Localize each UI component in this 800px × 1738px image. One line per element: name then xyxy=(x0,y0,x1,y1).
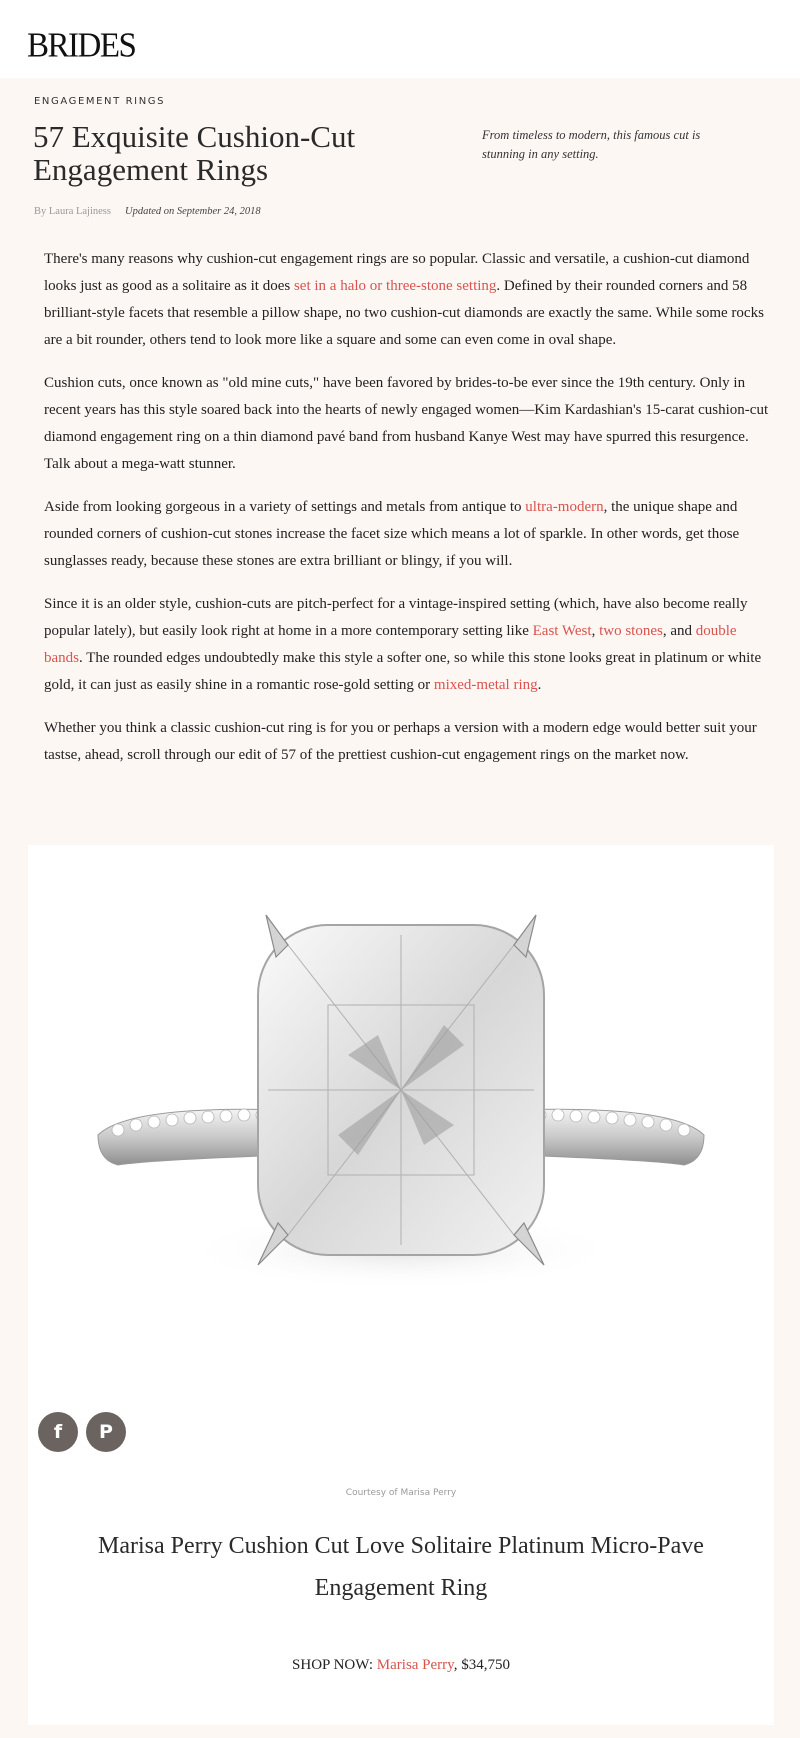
image-credit: Courtesy of Marisa Perry xyxy=(345,1488,457,1498)
article-dek: From timeless to modern, this famous cut is stunning in any setting. xyxy=(482,128,701,161)
east-west-link[interactable]: East West xyxy=(532,623,592,639)
shop-now-line: SHOP NOW: Marisa Perry, $34,750 xyxy=(292,1657,510,1673)
halo-three-stone-link[interactable]: set in a halo or three-stone setting xyxy=(293,278,497,294)
product-price: , $34,750 xyxy=(453,1657,510,1673)
pinterest-icon[interactable]: P xyxy=(86,1412,126,1452)
mixed-metal-ring-link[interactable]: mixed-metal ring xyxy=(433,677,538,693)
byline xyxy=(34,206,261,217)
two-stones-link[interactable]: two stones xyxy=(599,623,663,639)
paragraph-3: Aside from looking gorgeous in a variety of settings and metals from antique to ultra-modern, the unique shape and rounded corners of cushion-cut stones increase the facet size which means a lot of sparkle. In other words, get those sunglasses ready, because these stones are extra brilliant or blingy, if you will. xyxy=(44,499,740,569)
product-name: Marisa Perry Cushion Cut Love Solitaire Platinum Micro-Pave Engagement Ring xyxy=(98,1533,704,1601)
paragraph-1: There's many reasons why cushion-cut engagement rings are so popular. Classic and versatile, a cushion-cut diamond looks just as good as a solitaire as it does set in a halo or three-stone setting. Defined by their rounded corners and 58 brilliant-style facets that resemble a pillow shape, no two cushion-cut diamonds are exactly the same. While some rocks are a bit rounder, others tend to look more like a square and some can even come in oval shape. xyxy=(44,251,764,348)
shop-retailer-link[interactable]: Marisa Perry xyxy=(376,1657,454,1673)
updated-date: Updated on September 24, 2018 xyxy=(124,206,261,217)
facebook-icon[interactable]: f xyxy=(38,1412,78,1452)
paragraph-5: Whether you think a classic cushion-cut ring is for you or perhaps a version with a modern edge would better suit your tastse, ahead, scroll through our edit of 57 of the prettiest cushion-cut engagement rings on the market now. xyxy=(44,720,757,763)
paragraph-4: Since it is an older style, cushion-cuts are pitch-perfect for a vintage-inspired setting (which, have also become really popular lately), but easily look right at home in a more contemporary setting like East West, two stones, and double bands. The rounded edges undoubtedly make this style a softer one, so while this stone looks great in platinum or white gold, it can just as easily shine in a romantic rose-gold setting or mixed-metal ring. xyxy=(44,596,762,693)
ultra-modern-link[interactable]: ultra-modern xyxy=(525,499,604,515)
article-body xyxy=(44,246,772,785)
ring-image[interactable] xyxy=(88,905,714,1325)
article-title: 57 Exquisite Cushion-Cut Engagement Rings xyxy=(33,119,356,187)
share-buttons xyxy=(38,1412,134,1452)
double-bands-link[interactable]: double bands xyxy=(44,623,737,666)
brides-logo[interactable]: BRIDES xyxy=(27,27,136,65)
paragraph-2: Cushion cuts, once known as "old mine cuts," have been favored by brides-to-be ever since the 19th century. Only in recent years has this style soared back into the hearts of newly engaged women—Kim Kardashian's 15-carat cushion-cut diamond engagement ring on a thin diamond pavé band from husband Kanye West may have spurred this resurgence. Talk about a mega-watt stunner. xyxy=(44,375,769,472)
article-main xyxy=(0,78,800,1738)
category-link[interactable]: ENGAGEMENT RINGS xyxy=(34,96,166,107)
product-card xyxy=(28,845,774,1725)
site-header xyxy=(0,0,800,78)
author-link[interactable]: By Laura Lajiness xyxy=(34,206,111,217)
